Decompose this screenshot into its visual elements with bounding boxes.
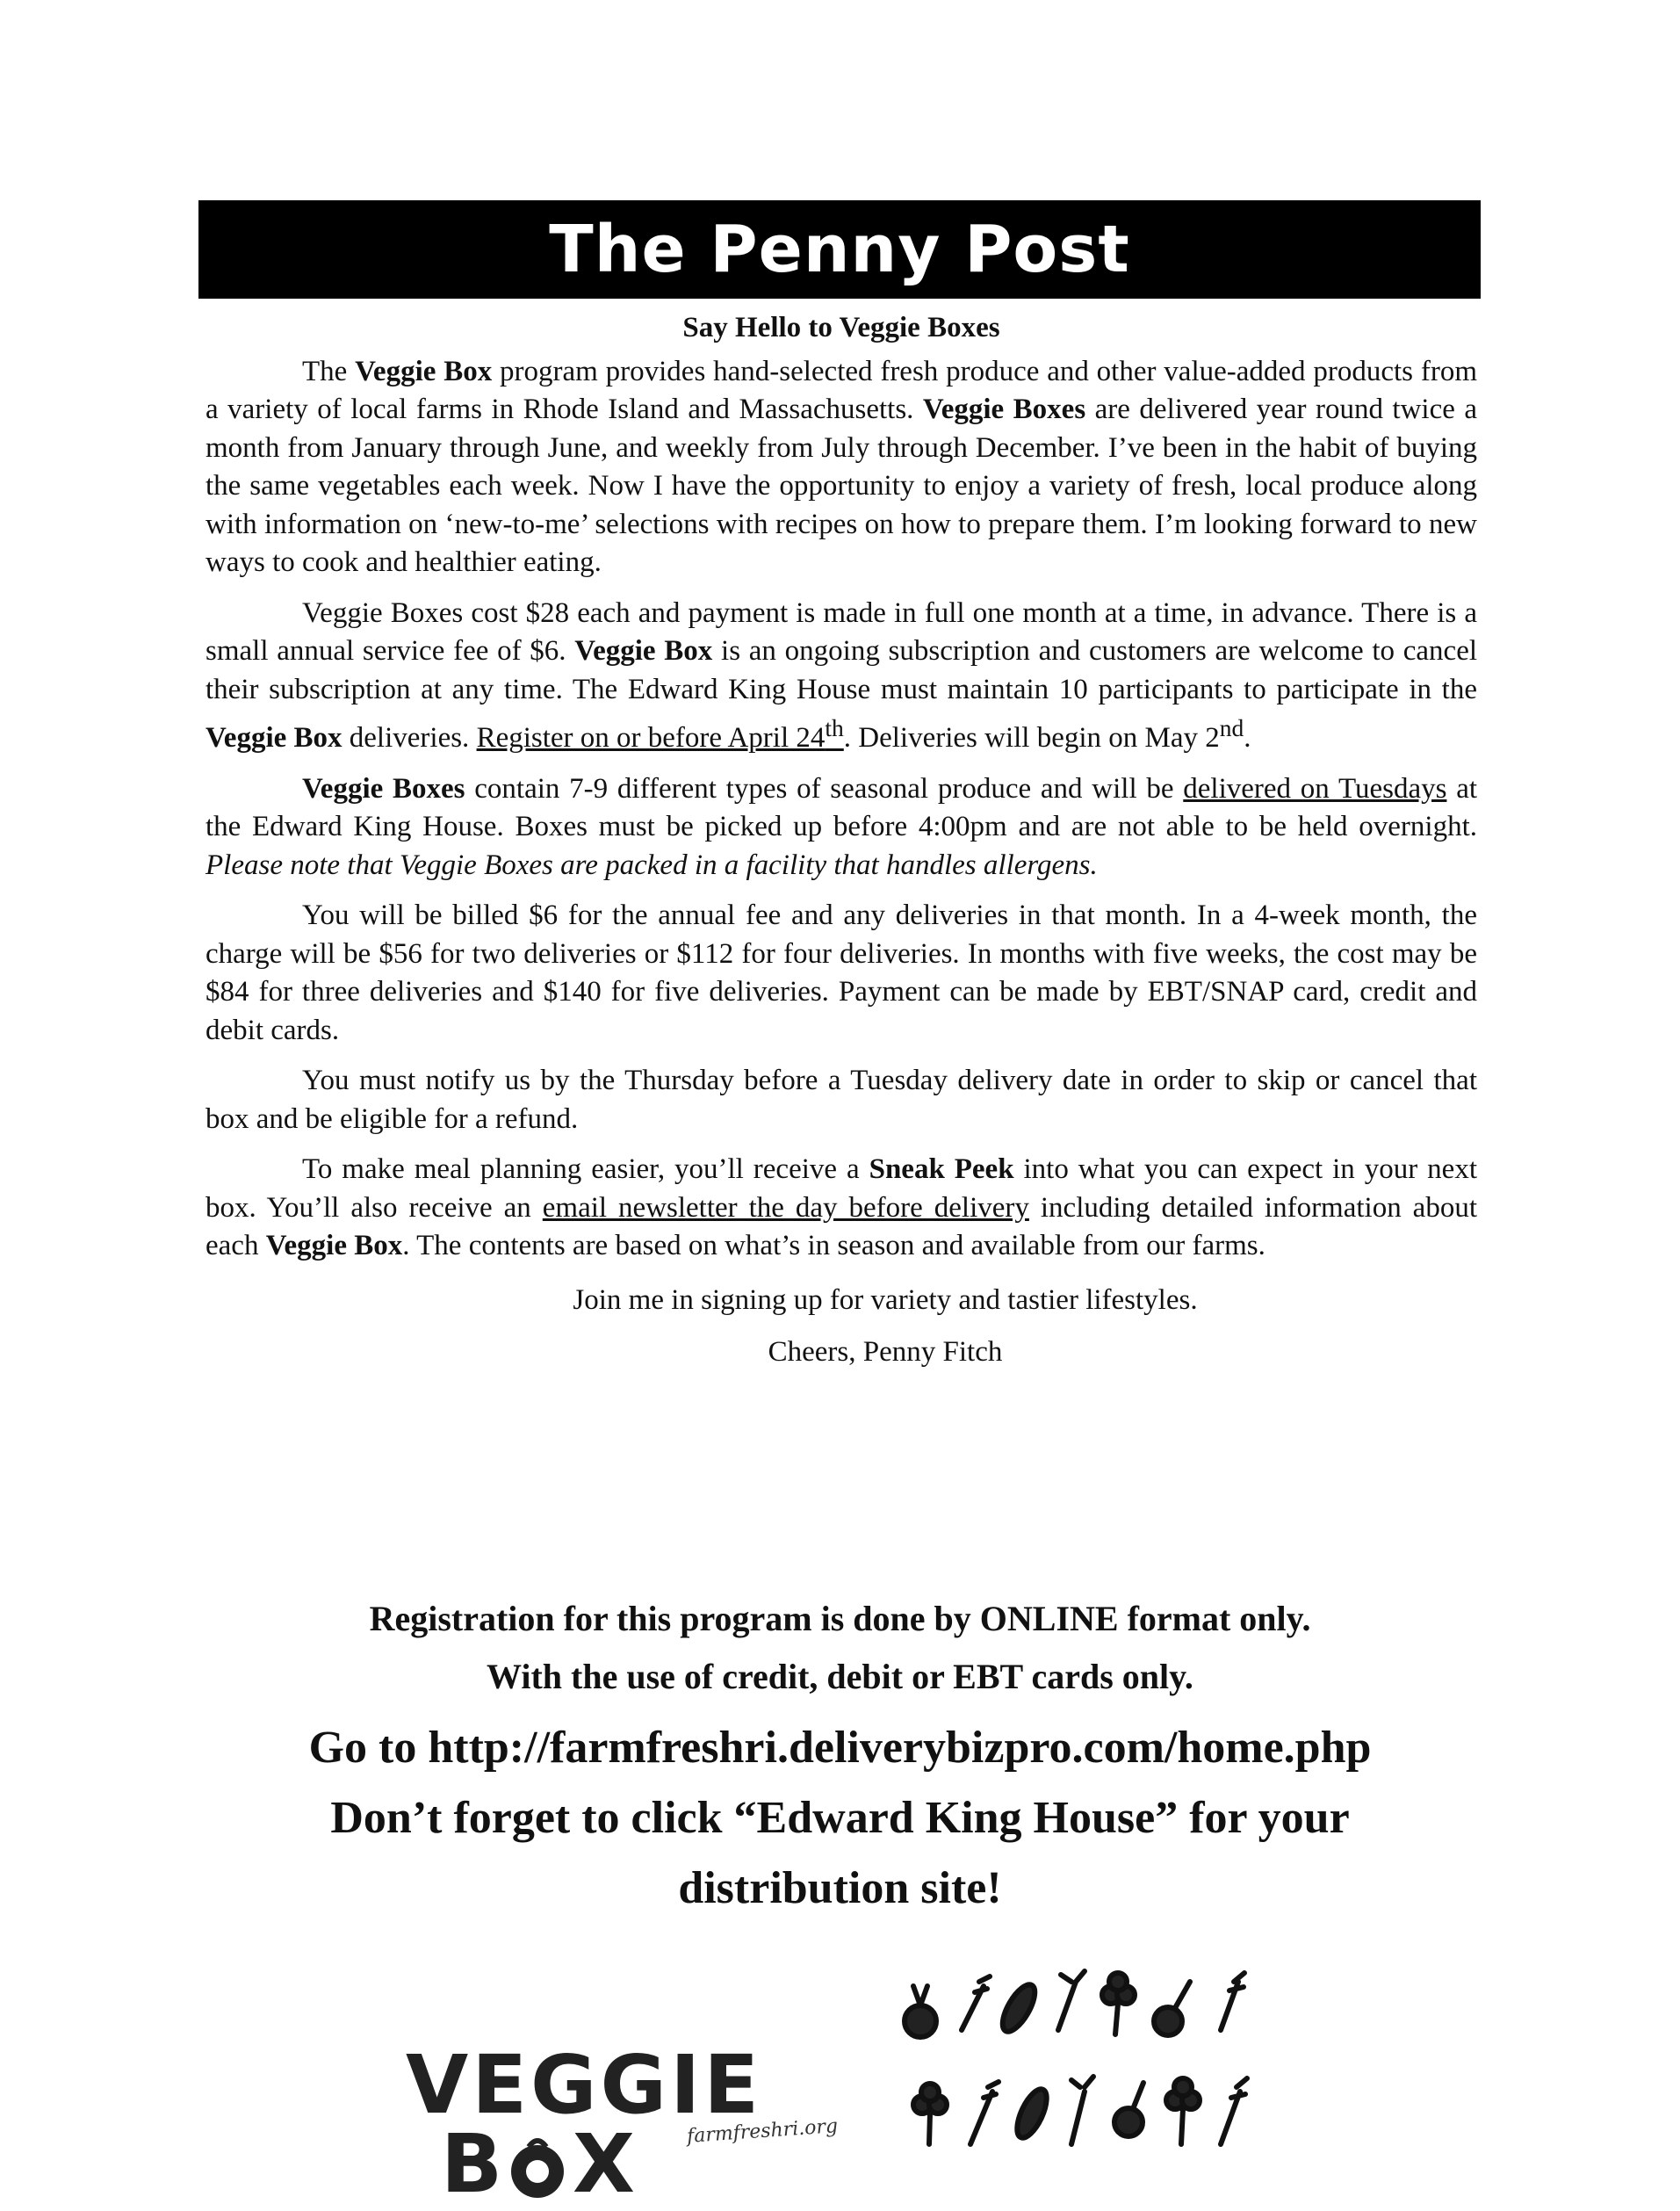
veggie-box-logo xyxy=(406,2038,862,2211)
signature: Cheers, Penny Fitch xyxy=(768,1336,1003,1368)
paragraph-1: The Veggie Box program provides hand-selected fresh produce and other value-added products from a variety of local farms in Rhode Island and Massachusetts. Veggie Boxes are delivered year round twice a month from January through June, and weekly from July through December. I’ve been in the habit of buying the same vegetables each week. Now I have the opportunity to enjoy a variety of fresh, local produce along with information on ‘new-to-me’ selections with recipes on how to prepare them. I’m looking forward to new ways to cook and healthier eating. xyxy=(205,355,1478,578)
logo-letter-x: X xyxy=(573,2117,638,2211)
registration-line-5: distribution site! xyxy=(678,1863,1002,1913)
closing xyxy=(205,1282,1477,1372)
registration-url[interactable]: Go to http://farmfreshri.deliverybizpro.com/home.php xyxy=(308,1723,1372,1773)
registration-line-1: Registration for this program is done by ONLINE format only. xyxy=(369,1599,1311,1638)
page-banner xyxy=(198,200,1481,299)
paragraph-6: To make meal planning easier, you’ll receive a Sneak Peek into what you can expect in your next box. You’ll also receive an email newsletter the day before delivery including detailed information about each Veggie Box. The contents are based on what’s in season and available from our farms. xyxy=(205,1153,1477,1261)
page-title: The Penny Post xyxy=(549,212,1130,287)
closing-line: Join me in signing up for variety and tastier lifestyles. xyxy=(573,1283,1198,1316)
paragraph-5: You must notify us by the Thursday before a Tuesday delivery date in order to skip or cancel that box and be eligible for a refund. xyxy=(205,1065,1477,1135)
registration-line-4: Don’t forget to click “Edward King House” for your xyxy=(330,1793,1350,1843)
register-deadline: Register on or before April 24th xyxy=(476,714,844,754)
article-subhead: Say Hello to Veggie Boxes xyxy=(682,312,1000,343)
logo-box-o-icon xyxy=(502,2135,573,2205)
newsletter-link-text: email newsletter the day before delivery xyxy=(542,1191,1029,1224)
vegetables-illustration-icon xyxy=(896,1947,1256,2157)
logo-word-veggie: VEGGIE xyxy=(406,2038,763,2132)
paragraph-4: You will be billed $6 for the annual fee and any deliveries in that month. In a 4-week month, the charge will be $56 for two deliveries or $112 for four deliveries. In months with five weeks, the cost may be $84 for three deliveries and $140 for five deliveries. Payment can be made by EBT/SNAP card, credit and debit cards. xyxy=(205,900,1477,1046)
allergen-note: Please note that Veggie Boxes are packed in a facility that handles allergens. xyxy=(205,849,1098,881)
registration-line-2: With the use of credit, debit or EBT cards only. xyxy=(487,1657,1193,1696)
paragraph-3: Veggie Boxes contain 7-9 different types of seasonal produce and will be delivered on Tuesdays at the Edward King House. Boxes must be picked up before 4:00pm and are not able to be held overnight. Please note that Veggie Boxes are packed in a facility that handles allergens. xyxy=(205,772,1478,881)
logo-letter-b: B xyxy=(441,2117,507,2211)
registration-info xyxy=(0,1590,1680,1924)
article xyxy=(205,309,1477,1386)
paragraph-2: Veggie Boxes cost $28 each and payment is made in full one month at a time, in advance. There is a small annual service fee of $6. Veggie Box is an ongoing subscription and customers are welcome to cancel their subscription at any time. The Edward King House must maintain 10 participants to participate in the Veggie Box deliveries. Register on or before April 24th. Deliveries will begin on May 2nd. xyxy=(205,596,1478,754)
logo-url: farmfreshri.org xyxy=(686,2115,839,2148)
